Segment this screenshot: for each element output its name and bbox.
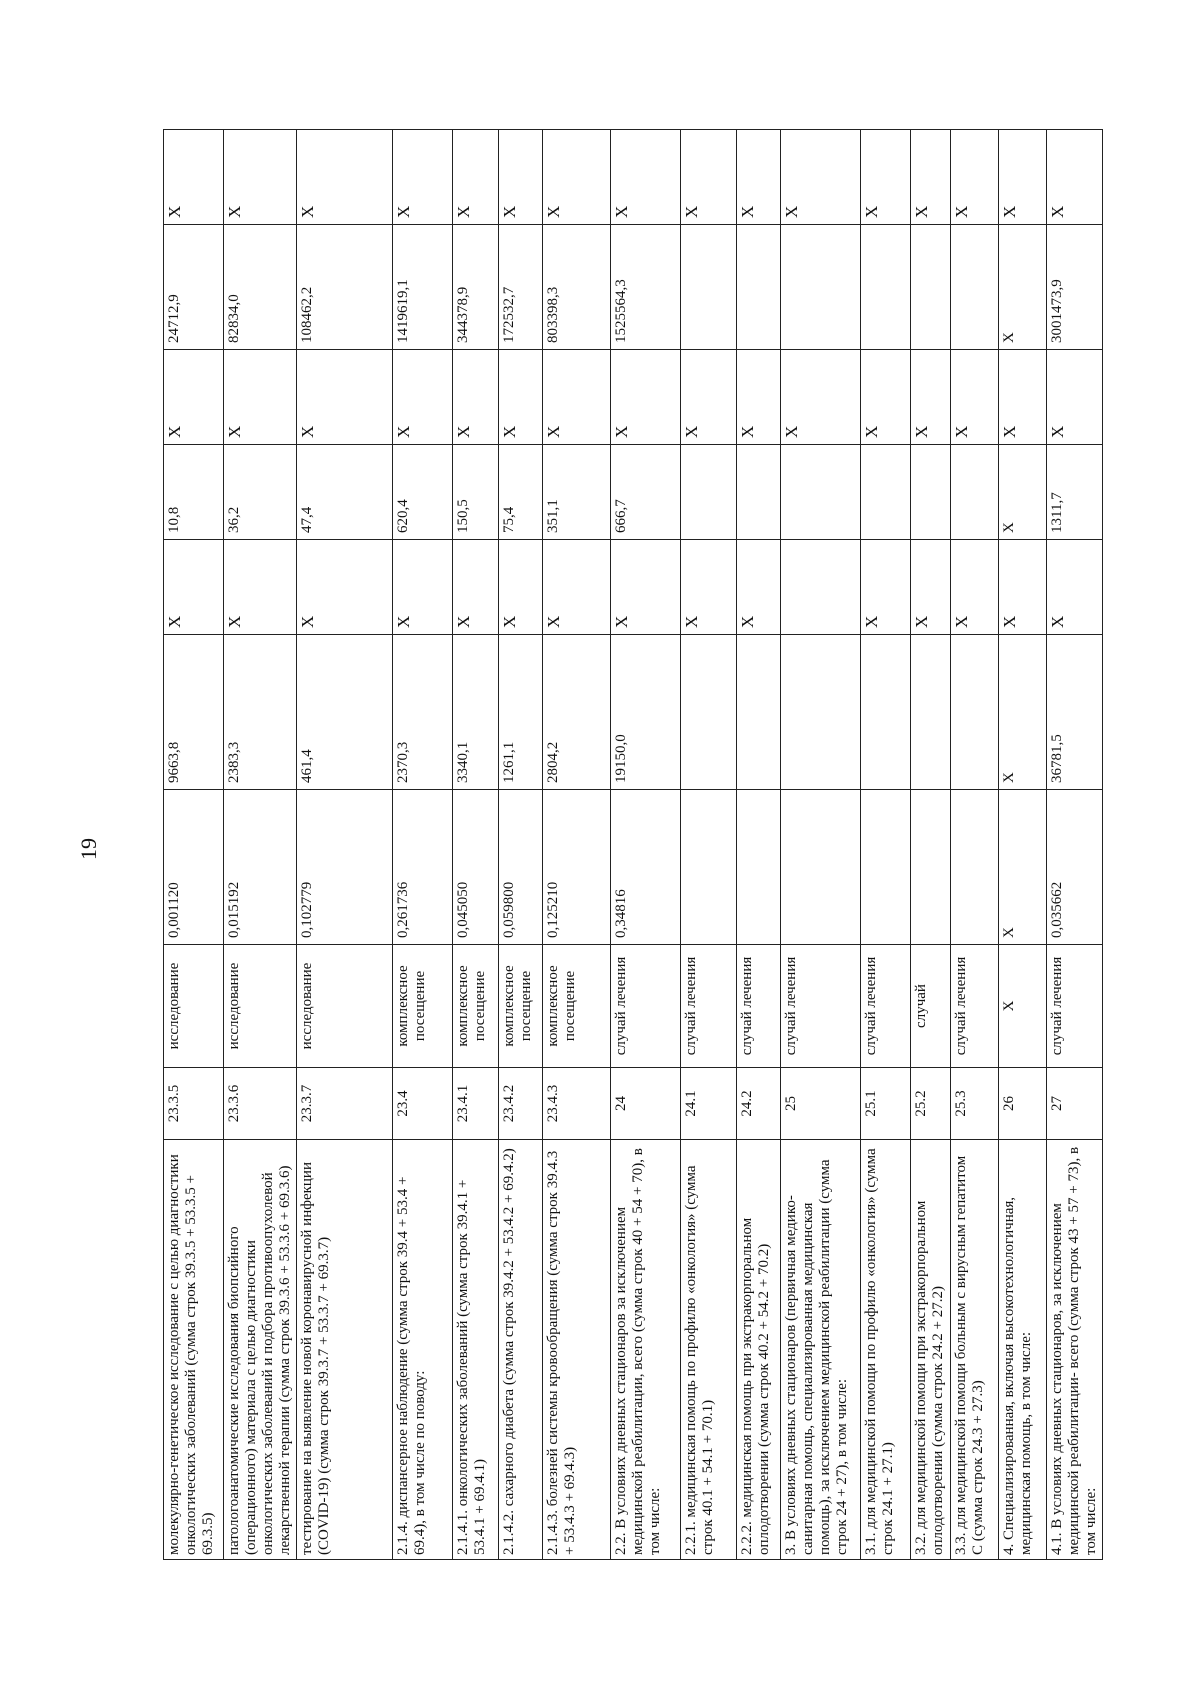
cell-num: 25.3	[951, 1068, 999, 1140]
cell-v2: 2370,3	[393, 635, 453, 790]
cell-v7: X	[1047, 130, 1103, 225]
cell-unit: случай лечения	[611, 945, 681, 1068]
cell-v4	[911, 445, 951, 540]
cell-v5: X	[861, 350, 911, 445]
cell-v5: X	[393, 350, 453, 445]
cell-v7: X	[681, 130, 737, 225]
cell-v2: 19150,0	[611, 635, 681, 790]
cell-v1	[737, 790, 781, 945]
cell-v7: X	[393, 130, 453, 225]
cell-v5: X	[164, 350, 224, 445]
cell-num: 23.4.1	[453, 1068, 499, 1140]
cell-v4: 620,4	[393, 445, 453, 540]
cell-name: патологоанатомические исследования биопсийного (операционного) материала с целью диагностики онкологических заболеваний и подбора противоопухолевой лекарственной терапии (сумма строк 39.3.6 + 53.3.6 + 69.3.6)	[224, 1140, 297, 1560]
cell-v5: X	[453, 350, 499, 445]
cell-v1	[911, 790, 951, 945]
cell-v5: X	[781, 350, 861, 445]
cell-v7: X	[224, 130, 297, 225]
table-row	[951, 130, 999, 1560]
cell-v3: X	[737, 540, 781, 635]
cell-v7: X	[499, 130, 543, 225]
cell-v2: 461,4	[297, 635, 393, 790]
cell-v3: X	[453, 540, 499, 635]
cell-v7: X	[297, 130, 393, 225]
cell-v6	[911, 225, 951, 350]
cell-unit: комплексное посещение	[499, 945, 543, 1068]
cell-v5: X	[737, 350, 781, 445]
table-row	[224, 130, 297, 1560]
cell-v7: X	[951, 130, 999, 225]
cell-num: 27	[1047, 1068, 1103, 1140]
cell-v3: X	[1047, 540, 1103, 635]
cell-name: 2.2.1. медицинская помощь по профилю «онкология» (сумма строк 40.1 + 54.1 + 70.1)	[681, 1140, 737, 1560]
cell-v2	[737, 635, 781, 790]
cell-name: 2.1.4. диспансерное наблюдение (сумма строк 39.4 + 53.4 + 69.4), в том числе по поводу:	[393, 1140, 453, 1560]
cell-v4: 75,4	[499, 445, 543, 540]
cell-v3: X	[499, 540, 543, 635]
page-number: 19	[76, 838, 101, 860]
cell-v1: X	[999, 790, 1047, 945]
cell-v6: 3001473,9	[1047, 225, 1103, 350]
cell-v2: 2383,3	[224, 635, 297, 790]
table-row	[297, 130, 393, 1560]
cell-unit: исследование	[297, 945, 393, 1068]
cell-num: 23.4	[393, 1068, 453, 1140]
cell-name: 2.1.4.2. сахарного диабета (сумма строк 39.4.2 + 53.4.2 + 69.4.2)	[499, 1140, 543, 1560]
cell-v4: 666,7	[611, 445, 681, 540]
cell-v1: 0,125210	[543, 790, 611, 945]
cell-num: 25.1	[861, 1068, 911, 1140]
cell-v4: X	[999, 445, 1047, 540]
cell-num: 23.3.5	[164, 1068, 224, 1140]
cell-v2: 36781,5	[1047, 635, 1103, 790]
cell-num: 25.2	[911, 1068, 951, 1140]
cell-v3: X	[951, 540, 999, 635]
cell-v6: X	[999, 225, 1047, 350]
cell-num: 26	[999, 1068, 1047, 1140]
cell-v4: 1311,7	[1047, 445, 1103, 540]
cell-v5: X	[951, 350, 999, 445]
cell-name: молекулярно-генетическое исследование с целью диагностики онкологических заболеваний (сумма строк 39.3.5 + 53.3.5 + 69.3.5)	[164, 1140, 224, 1560]
cell-v7: X	[737, 130, 781, 225]
cell-v5: X	[543, 350, 611, 445]
cell-v1: 0,015192	[224, 790, 297, 945]
table-row	[499, 130, 543, 1560]
cell-v5: X	[499, 350, 543, 445]
cell-num: 23.3.6	[224, 1068, 297, 1140]
cell-v5: X	[224, 350, 297, 445]
cell-v4: 10,8	[164, 445, 224, 540]
cell-unit: комплексное посещение	[393, 945, 453, 1068]
cell-v4	[951, 445, 999, 540]
cell-v3: X	[297, 540, 393, 635]
cell-v4: 351,1	[543, 445, 611, 540]
cell-v6: 82834,0	[224, 225, 297, 350]
cell-num: 24.1	[681, 1068, 737, 1140]
cell-name: тестирование на выявление новой коронавирусной инфекции (COVID-19) (сумма строк 39.3.7 + 53.3.7 + 69.3.7)	[297, 1140, 393, 1560]
cell-v3: X	[861, 540, 911, 635]
cell-v6: 344378,9	[453, 225, 499, 350]
table-row	[164, 130, 224, 1560]
cell-v7: X	[611, 130, 681, 225]
cell-v2	[681, 635, 737, 790]
cell-v6: 1419619,1	[393, 225, 453, 350]
cell-v2: 1261,1	[499, 635, 543, 790]
table-row	[453, 130, 499, 1560]
cell-v1	[951, 790, 999, 945]
cell-v1: 0,059800	[499, 790, 543, 945]
cell-num: 23.4.3	[543, 1068, 611, 1140]
cell-v5: X	[999, 350, 1047, 445]
cell-name: 4. Специализированная, включая высокотехнологичная, медицинская помощь, в том числе:	[999, 1140, 1047, 1560]
cell-v1	[861, 790, 911, 945]
cell-num: 24	[611, 1068, 681, 1140]
cell-v4	[861, 445, 911, 540]
cell-num: 23.4.2	[499, 1068, 543, 1140]
table-row	[681, 130, 737, 1560]
cell-v2: 9663,8	[164, 635, 224, 790]
cell-v6	[861, 225, 911, 350]
table-row	[861, 130, 911, 1560]
cell-name: 3.2. для медицинской помощи при экстракорпоральном оплодотворении (сумма строк 24.2 + 27.2)	[911, 1140, 951, 1560]
table-row	[1047, 130, 1103, 1560]
cell-v4	[781, 445, 861, 540]
cell-unit: случай лечения	[951, 945, 999, 1068]
cell-unit: исследование	[224, 945, 297, 1068]
cell-v4: 47,4	[297, 445, 393, 540]
cell-v5: X	[1047, 350, 1103, 445]
cell-v3: X	[224, 540, 297, 635]
cell-v7: X	[999, 130, 1047, 225]
cell-v2: 2804,2	[543, 635, 611, 790]
cell-v2: X	[999, 635, 1047, 790]
cell-v6: 24712,9	[164, 225, 224, 350]
table-row	[611, 130, 681, 1560]
cell-unit: случай лечения	[681, 945, 737, 1068]
cell-v4: 36,2	[224, 445, 297, 540]
cell-v7: X	[781, 130, 861, 225]
table-row	[393, 130, 453, 1560]
cell-name: 2.1.4.3. болезней системы кровообращения (сумма строк 39.4.3 + 53.4.3 + 69.4.3)	[543, 1140, 611, 1560]
cell-num: 25	[781, 1068, 861, 1140]
table-row	[781, 130, 861, 1560]
cell-v1	[681, 790, 737, 945]
cell-v5: X	[297, 350, 393, 445]
rotated-table-container	[163, 130, 1099, 1560]
cell-v3: X	[911, 540, 951, 635]
cell-v1	[781, 790, 861, 945]
cell-name: 2.2.2. медицинская помощь при экстракорпоральном оплодотворении (сумма строк 40.2 + 54.2 + 70.2)	[737, 1140, 781, 1560]
cell-v3: X	[164, 540, 224, 635]
cell-v7: X	[453, 130, 499, 225]
cell-num: 23.3.7	[297, 1068, 393, 1140]
cell-v6	[781, 225, 861, 350]
table-row	[543, 130, 611, 1560]
cell-unit: комплексное посещение	[543, 945, 611, 1068]
cell-v5: X	[681, 350, 737, 445]
cell-v6: 108462,2	[297, 225, 393, 350]
cell-v2: 3340,1	[453, 635, 499, 790]
cell-v7: X	[543, 130, 611, 225]
cell-v3: X	[999, 540, 1047, 635]
cell-unit: исследование	[164, 945, 224, 1068]
cell-unit: комплексное посещение	[453, 945, 499, 1068]
cell-unit: случай лечения	[781, 945, 861, 1068]
cell-name: 3.1. для медицинской помощи по профилю «онкология» (сумма строк 24.1 + 27.1)	[861, 1140, 911, 1560]
cell-name: 3.3. для медицинской помощи больным с вирусным гепатитом С (сумма строк 24.3 + 27.3)	[951, 1140, 999, 1560]
cell-v1: 0,261736	[393, 790, 453, 945]
cell-v6: 1525564,3	[611, 225, 681, 350]
cell-name: 4.1. В условиях дневных стационаров, за исключением медицинской реабилитации- всего (сумма строк 43 + 57 + 73), в том числе:	[1047, 1140, 1103, 1560]
cell-v6: 803398,3	[543, 225, 611, 350]
table-row	[737, 130, 781, 1560]
cell-v3: X	[681, 540, 737, 635]
cell-num: 24.2	[737, 1068, 781, 1140]
cell-v2	[951, 635, 999, 790]
cell-v7: X	[861, 130, 911, 225]
cell-v1: 0,001120	[164, 790, 224, 945]
cell-v4: 150,5	[453, 445, 499, 540]
cell-v3: X	[611, 540, 681, 635]
table-row	[999, 130, 1047, 1560]
cell-v6: 172532,7	[499, 225, 543, 350]
cell-v3: X	[393, 540, 453, 635]
cell-v2	[781, 635, 861, 790]
cell-v6	[951, 225, 999, 350]
cell-unit: случай лечения	[1047, 945, 1103, 1068]
cell-v1: 0,34816	[611, 790, 681, 945]
cell-v6	[737, 225, 781, 350]
data-table	[163, 129, 1103, 1560]
cell-v7: X	[911, 130, 951, 225]
table-row	[911, 130, 951, 1560]
cell-v5: X	[611, 350, 681, 445]
cell-v1: 0,035662	[1047, 790, 1103, 945]
cell-unit: случай лечения	[737, 945, 781, 1068]
cell-v3: X	[543, 540, 611, 635]
cell-v5: X	[911, 350, 951, 445]
cell-name: 2.2. В условиях дневных стационаров за исключением медицинской реабилитации, всего (сумма строк 40 + 54 + 70), в том числе:	[611, 1140, 681, 1560]
cell-v7: X	[164, 130, 224, 225]
cell-v4	[737, 445, 781, 540]
cell-v1: 0,102779	[297, 790, 393, 945]
cell-name: 3. В условиях дневных стационаров (первичная медико-санитарная помощь, специализированная медицинская помощь), за исключением медицинской реабилитации (сумма строк 24 + 27), в том числе:	[781, 1140, 861, 1560]
cell-v6	[681, 225, 737, 350]
cell-v2	[861, 635, 911, 790]
cell-v4	[681, 445, 737, 540]
cell-unit: случай	[911, 945, 951, 1068]
cell-unit: случай лечения	[861, 945, 911, 1068]
cell-unit: X	[999, 945, 1047, 1068]
cell-v2	[911, 635, 951, 790]
cell-v3	[781, 540, 861, 635]
cell-v1: 0,045050	[453, 790, 499, 945]
cell-name: 2.1.4.1. онкологических заболеваний (сумма строк 39.4.1 + 53.4.1 + 69.4.1)	[453, 1140, 499, 1560]
